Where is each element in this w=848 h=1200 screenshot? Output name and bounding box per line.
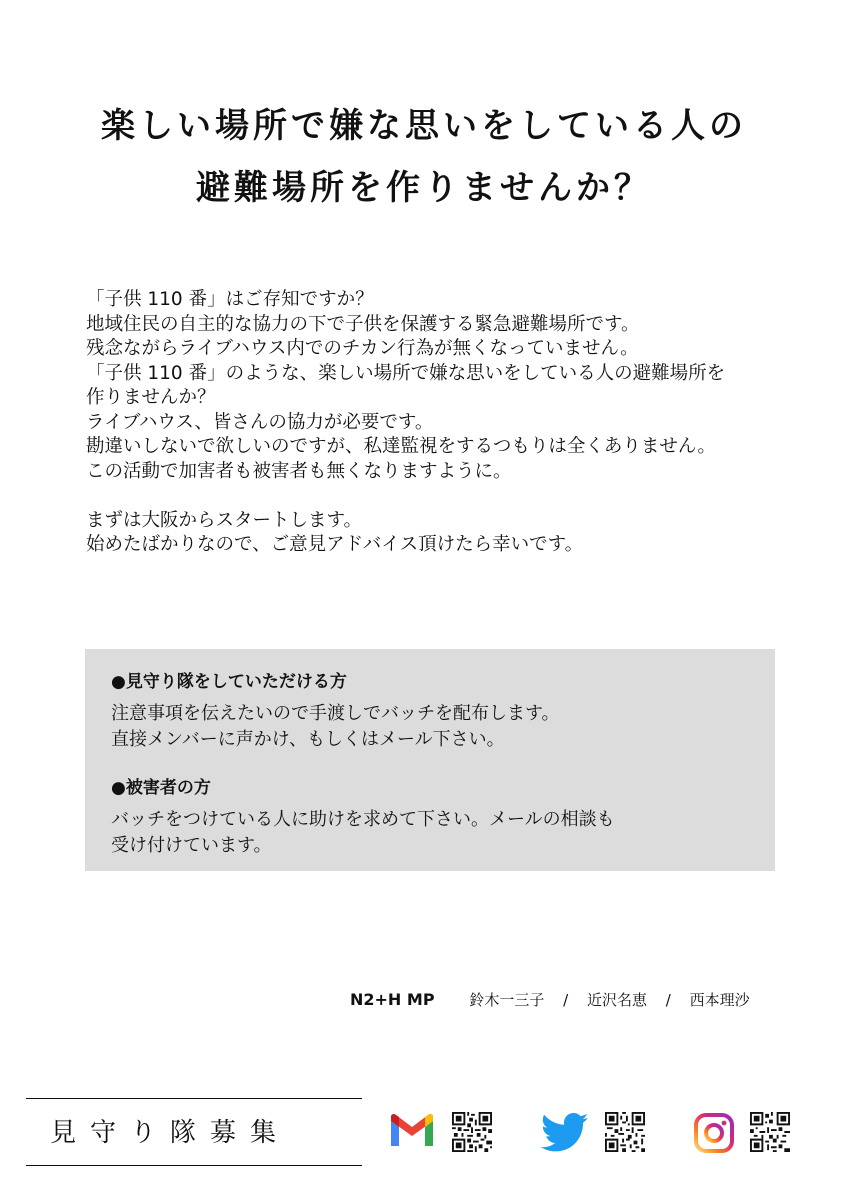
org-name: N2+H MP xyxy=(350,990,435,1009)
title-line-1: 楽しい場所で嫌な思いをしている人の xyxy=(101,106,747,146)
instagram-icon[interactable] xyxy=(694,1113,734,1153)
twitter-icon[interactable] xyxy=(540,1113,590,1153)
separator: / xyxy=(563,991,569,1009)
member-name: 近沢名恵 xyxy=(586,991,647,1009)
victim-heading: ●被害者の方 xyxy=(111,778,211,798)
divider xyxy=(26,1165,362,1166)
intro-text xyxy=(86,288,786,558)
info-box xyxy=(85,649,775,871)
qr-code-icon xyxy=(452,1112,492,1152)
intro-line: 作りませんか？ xyxy=(86,387,216,408)
separator: / xyxy=(665,991,671,1009)
intro-line: 勘違いしないで欲しいのですが、私達監視をするつもりは全くありません。 xyxy=(86,436,716,457)
intro-line: 「子供 110 番」のような、楽しい場所で嫌な思いをしている人の避難場所を xyxy=(86,362,726,384)
intro-line: 地域住民の自主的な協力の下で子供を保護する緊急避難場所です。 xyxy=(86,313,640,335)
member-name: 西本理沙 xyxy=(689,991,750,1009)
gmail-icon[interactable] xyxy=(388,1113,436,1149)
intro-line: ライブハウス、皆さんの協力が必要です。 xyxy=(86,411,434,433)
credits xyxy=(350,989,750,1010)
qr-code-icon xyxy=(750,1112,790,1152)
divider xyxy=(26,1098,362,1099)
volunteer-heading: ●見守り隊をしていただける方 xyxy=(111,672,347,692)
volunteer-line-2: 直接メンバーに声かけ、もしくはメール下さい。 xyxy=(111,729,505,750)
intro-line: まずは大阪からスタートします。 xyxy=(86,509,363,531)
qr-code-icon xyxy=(605,1112,645,1152)
intro-line: 「子供 110 番」はご存知ですか？ xyxy=(86,289,374,310)
intro-line: この活動で加害者も被害者も無くなりますように。 xyxy=(86,460,512,482)
recruit-label: 見守り隊募集 xyxy=(50,1118,291,1148)
title-line-2: 避難場所を作りませんか？ xyxy=(196,168,652,208)
victim-line-1: バッチをつけている人に助けを求めて下さい。メールの相談も xyxy=(111,809,615,830)
member-name: 鈴木一三子 xyxy=(469,991,545,1009)
volunteer-line-1: 注意事項を伝えたいので手渡しでバッチを配布します。 xyxy=(111,703,560,724)
intro-line: 始めたばかりなので、ご意見アドバイス頂けたら幸いです。 xyxy=(86,534,584,555)
intro-line: 残念ながらライブハウス内でのチカン行為が無くなっていません。 xyxy=(86,338,639,359)
victim-line-2: 受け付けています。 xyxy=(111,835,272,856)
